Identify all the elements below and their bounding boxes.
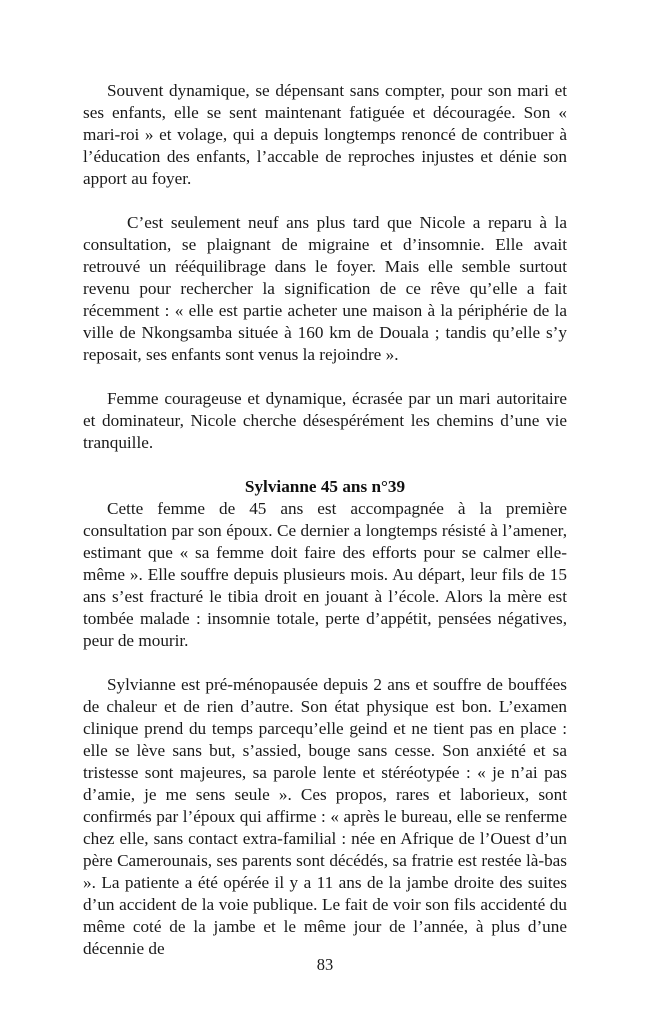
case-heading-sylvianne: Sylvianne 45 ans n°39 [244,477,406,496]
case-heading-block [83,476,567,498]
page-text-body [83,80,567,960]
paragraph-sylvianne-clinical-description: Sylvianne est pré-ménopausée depuis 2 ans et souffre de bouffées de chaleur et de rien d’autre. Son état physique est bon. L’examen clinique prend du temps parcequ’elle geind et ne tient pas en place : elle se lève sans but, s’assied, bouge sans cesse. Son anxiété et sa tristesse sont majeures, sa parole lente et stéréotypée : « je n’ai pas d’amie, je me sens seule ». Ces propos, rares et laborieux, sont confirmés par l’époux qui affirme : « après le bureau, elle se renferme chez elle, sans contact extra-familial : née en Afrique de l’Ouest d’un père Camerounais, ses parents sont décédés, sa fratrie est restée là-bas ». La patiente a été opérée il y a 11 ans de la jambe droite des suites d’un accident de la voie publique. Le fait de voir son fils accidenté du même coté de la jambe et le même jour de l’année, à plus d’une décennie de [83,675,567,958]
paragraph-nicole-dynamic: Souvent dynamique, se dépensant sans compter, pour son mari et ses enfants, elle se sent maintenant fatiguée et découragée. Son « mari-roi » et volage, qui a depuis longtemps renoncé de contribuer à l’éducation des enfants, l’accable de reproches injustes et dénie son apport au foyer. [83,81,567,188]
paragraph-sylvianne-first-consultation: Cette femme de 45 ans est accompagnée à la première consultation par son époux. Ce dernier a longtemps résisté à l’amener, estimant que « sa femme doit faire des efforts pour se calmer elle-même ». Elle souffre depuis plusieurs mois. Au départ, leur fils de 15 ans s’est fracturé le tibia droit en jouant à l’école. Alors la mère est tombée malade : insomnie totale, perte d’appétit, pensées négatives, peur de mourir. [83,499,567,650]
paragraph-nicole-return-consultation: C’est seulement neuf ans plus tard que Nicole a reparu à la consultation, se plaignant de migraine et d’insomnie. Elle avait retrouvé un rééquilibrage dans le foyer. Mais elle semble surtout revenu pour rechercher la signification de ce rêve qu’elle a fait récemment : « elle est partie acheter une maison à la périphérie de la ville de Nkongsamba située à 160 km de Douala ; tandis qu’elle s’y reposait, ses enfants sont venus la rejoindre ». [83,213,567,364]
paragraph-nicole-conclusion: Femme courageuse et dynamique, écrasée par un mari autoritaire et dominateur, Nicole cherche désespérément les chemins d’une vie tranquille. [83,389,567,452]
page-number: 83 [316,955,334,974]
